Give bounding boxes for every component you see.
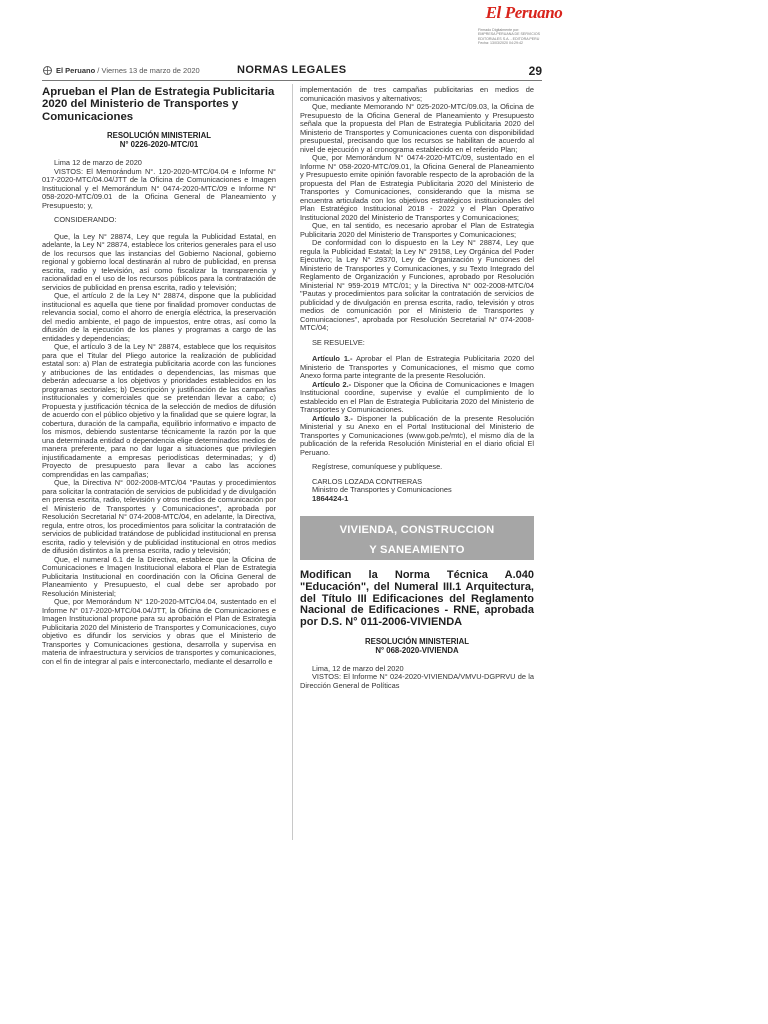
paragraph: Que, la Ley N° 28874, Ley que regula la Publicidad Estatal, en adelante, la Ley N° 28874, establece los criterios generales para el uso de los recursos que las instancias del Gobierno Nacional, gobierno regional y gobierno local destinarán al rubro de publicidad, en prensa escrita, radio y televisión, así como fiscalizar la transparencia y racionalidad en el uso de los recursos públicos para la contratación de servicios de publicidad en prensa escrita, radio y televisión; (42, 231, 276, 292)
header-brand (42, 66, 200, 75)
considerando-heading: CONSIDERANDO: (54, 215, 117, 225)
vistos-paragraph: VISTOS: El Memorándum N°. 120-2020-MTC/04.04 e Informe N° 017-2020-MTC/04.04/JTT de la Oficina de Comunicaciones e Imagen Institucional y el Memorándum N° 0474-2020-MTC/09 e Informe N° 058-2020-MTC/09.01 de la Oficina General de Planeamiento y Presupuesto; y, (42, 166, 276, 210)
section-band (300, 516, 534, 560)
resolution-type-2: RESOLUCIÓN MINISTERIAL (365, 636, 469, 646)
resolution-number-2: N° 068-2020-VIVIENDA (375, 645, 459, 655)
resolution-date-2: Lima, 12 de marzo del 2020 (312, 663, 404, 673)
paragraph: Que, la Directiva N° 002-2008-MTC/04 "Pautas y procedimientos para solicitar la contratación de servicios de publicidad y de divulgación en prensa escrita, radio, televisión y otros medios de comunicación por el Ministerio de Transportes y Comunicaciones", aprobada por Resolución Secretarial N° 074-2008-MTC/04, en adelante, la Directiva, regula, entre otros, los procedimientos para solicitar la contratación de servicios de publicidad tratándose de publicidad institucional en prensa escrita, radio y televisión y de publicidad institucional en otros medios de difusión distintos a la prensa escrita, radio y televisión; (42, 478, 276, 556)
digital-signature-seal (478, 4, 570, 48)
paragraph: Que, el artículo 2 de la Ley N° 28874, dispone que la publicidad institucional es aquella que tiene por finalidad promover conductas de relevancia social, como el ahorro de energía eléctrica, la preservación del medio ambiente, el pago de impuestos, entre otras, así como la difusión de la ejecución de los planes y programas a cargo de las entidades y dependencias; (42, 291, 276, 343)
section-band-line-1: VIVIENDA, CONSTRUCCION (339, 524, 495, 536)
el-peruano-emblem-icon (42, 66, 53, 75)
paragraph: De conformidad con lo dispuesto en la Ley N° 28874, Ley que regula la Publicidad Estatal; la Ley N° 29158, Ley Orgánica del Poder Ejecutivo; la Ley N° 29370, Ley de Organización y Funciones del Ministerio de Transportes y Comunicaciones, y su Texto Integrado del Reglamento de Organización y Funciones, aprobado por Resolución Ministerial N° 959-2019 MTC/01; y la Directiva N° 002-2008-MTC/04 "Pautas y procedimientos para solicitar la contratación de servicios de publicidad y de divulgación en prensa escrita, radio, televisión y otros medios de comunicación por el Ministerio de Transportes y Comunicaciones", aprobada por Resolución Secretarial N° 074-2008-MTC/04; (300, 238, 534, 332)
paragraph: Que, por Memorándum N° 120-2020-MTC/04.04, sustentado en el Informe N° 017-2020-MTC/04.04/JTT, la Oficina de Comunicaciones e Imagen Institucional propone para su aprobación el Plan de Estrategia Publicitaria 2020 del Ministerio de Transportes y Comunicaciones, cuyo objetivo es difundir los servicios y obras que el Ministerio de Transportes y Comunicaciones gestiona, desarrolla y supervisa en materia de infraestructura y servicios de transportes y comunicaciones, con el fin de integrar al país e interconectarlo, mediante el desarrollo e (42, 597, 276, 666)
article-3-text: Disponer la publicación de la presente Resolución Ministerial y su Anexo en el Portal Institucional del Ministerio de Transportes y Comunicaciones (www.gob.pe/mtc), el mismo día de la publicación de la referida Resolución Ministerial en el diario oficial El Peruano. (300, 413, 534, 457)
resolution-type: RESOLUCIÓN MINISTERIAL (107, 131, 211, 141)
article-3 (300, 415, 534, 458)
article-title: Aprueban el Plan de Estrategia Publicitaria 2020 del Ministerio de Transportes y Comunicaciones (42, 86, 275, 123)
header-brand-name: El Peruano (56, 66, 96, 75)
publication-code: 1864424-1 (312, 493, 349, 503)
header-divider (42, 80, 542, 81)
article-1-label: Artículo 1.- (312, 354, 353, 363)
el-peruano-logo: El Peruano (485, 3, 563, 22)
resolution-heading (42, 131, 276, 149)
resolution-heading-2 (300, 637, 534, 655)
left-column (42, 86, 276, 666)
article-1-text: Aprobar el Plan de Estrategia Publicitaria 2020 del Ministerio de Transportes y Comunicaciones, el mismo que como Anexo forma parte integrante de la presente Resolución. (300, 354, 534, 380)
article-title-2: Modifican la Norma Técnica A.040 "Educación", del Numeral III.1 Arquitectura, del Título III Edificaciones del Reglamento Nacional de Edificaciones - RNE, aprobada por D.S. N° 011-2006-VIVIENDA (300, 569, 534, 629)
right-column (300, 86, 534, 690)
closing-formula: Regístrese, comuníquese y publíquese. (312, 462, 443, 471)
paragraph: Que, en tal sentido, es necesario aprobar el Plan de Estrategia Publicitaria 2020 del Ministerio de Transportes y Comunicaciones; (300, 221, 534, 239)
vistos-paragraph-2: VISTOS: El Informe N° 024-2020-VIVIENDA/VMVU-DGPRVU de la Dirección General de Políticas (300, 672, 534, 690)
se-resuelve-heading: SE RESUELVE: (312, 337, 365, 347)
section-band-line-2: Y SANEAMIENTO (369, 544, 465, 556)
article-2 (300, 381, 534, 415)
resolution-date: Lima 12 de marzo de 2020 (54, 158, 142, 168)
page-number: 29 (528, 64, 542, 78)
article-2-text: Disponer que la Oficina de Comunicaciones e Imagen Institucional coordine, supervise y evalúe el cumplimiento de lo establecido en el Plan de Estrategia Publicitaria 2020 del Ministerio de Transportes y Comunicaciones. (300, 379, 534, 414)
paragraph: Que, el numeral 6.1 de la Directiva, establece que la Oficina de Comunicaciones e Imagen Institucional elabora el Plan de Estrategia Publicitaria Institucional en coordinación con la Oficina General de Planeamiento y Presupuesto, el cual debe ser aprobado por Resolución Ministerial; (42, 554, 276, 598)
article-1 (300, 355, 534, 381)
article-2-label: Artículo 2.- (312, 379, 352, 389)
paragraph: Que, mediante Memorando N° 025-2020-MTC/09.03, la Oficina de Presupuesto de la Oficina General de Planeamiento y Presupuesto señala que la propuesta del Plan de Estrategia Publicitaria 2020 del Ministerio de Transportes y Comunicaciones cuenta con disponibilidad presupuestal, precisando que los recursos se habilitan de acuerdo al nivel de ejecución y al cronograma establecido en el referido Plan; (300, 102, 534, 154)
article-3-label: Artículo 3.- (312, 413, 353, 423)
paragraph: Que, el artículo 3 de la Ley N° 28874, establece que los requisitos para que el Titular del Pliego autorice la realización de publicidad estatal son: a) Plan de estrategia publicitaria acorde con las funciones y atribuciones de las entidades o dependencias, las mismas que deberán adecuarse a los objetivos y prioridades establecidos en los programas sectoriales; b) Descripción y justificación de las campañas institucionales y comerciales que se pretendan llevar a cabo; c) Propuesta y justificación técnica de la selección de medios de difusión de acuerdo con el público objetivo y la finalidad que se quiere lograr, la cobertura, duración de la campaña, equilibrio informativo e impacto de los mismos, debiendo sustentarse técnicamente la razón por la que una determinada entidad o dependencia elige determinados medios de manera preferente, para no dar lugar a situaciones que privilegien injustificadamente a empresas periodísticas determinadas; y d) Proyecto de presupuesto para llevar a cabo las acciones comprendidas en las campañas; (42, 342, 276, 479)
header-date: / Viernes 13 de marzo de 2020 (97, 66, 200, 75)
running-header (42, 64, 542, 80)
section-title: NORMAS LEGALES (237, 64, 347, 76)
resolution-number: N° 0226-2020-MTC/01 (119, 140, 199, 150)
signer-name: CARLOS LOZADA CONTRERAS (312, 476, 423, 486)
paragraph: Que, por Memorándum N° 0474-2020-MTC/09, sustentado en el Informe N° 058-2020-MTC/09.01, la Oficina General de Planeamiento y Presupuesto emite opinión favorable respecto de la aprobación de la propuesta del Plan de Estrategia Publicitaria 2020 del Ministerio de Transportes y Comunicaciones, considerando que la misma se encuentra articulada con los objetivos estratégicos institucionales del Plan Estratégico Institucional 2018 - 2022 y el Plan Operativo Institucional 2020 del Ministerio de Transportes y Comunicaciones; (300, 153, 534, 222)
paragraph: implementación de tres campañas publicitarias en medios de comunicación masivos y alternativos; (300, 85, 534, 103)
signer-role: Ministro de Transportes y Comunicaciones (312, 485, 452, 494)
signature-text: Firmado Digitalmente por: EMPRESA PERUANA DE SERVICIOS EDITORIALES S.A. - EDITORA PERU Fecha: 13/03/2020 04:29:42 (478, 28, 541, 45)
column-divider (292, 84, 293, 840)
